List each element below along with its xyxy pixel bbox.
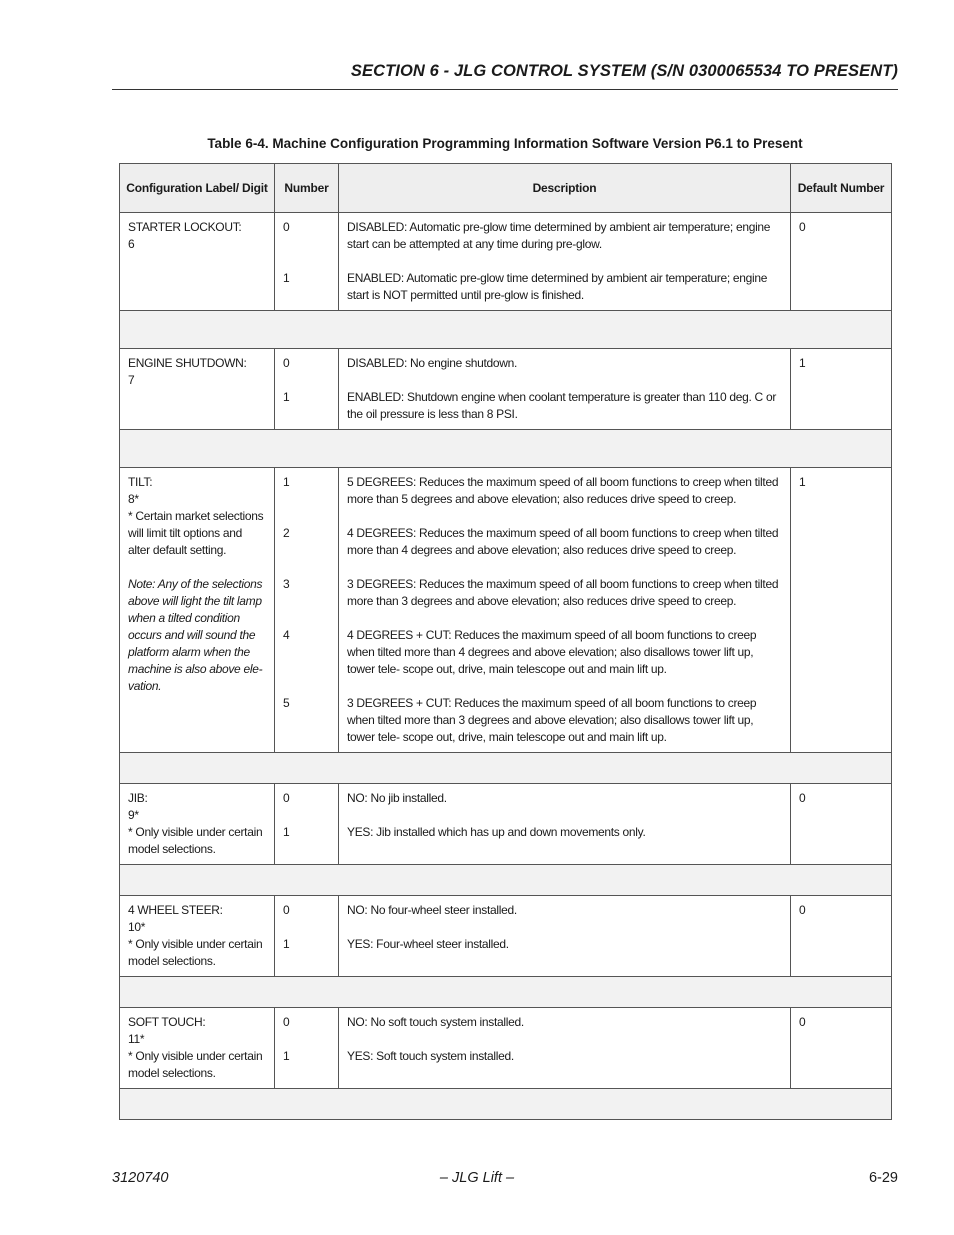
option-description: 3 DEGREES + CUT: Reduces the maximum speed of all boom functions to creep when tilted more than 3 degrees and above elevation; also disallows tower lift up, tower tele- scope out, drive, main telescope out and main lift up.: [347, 696, 757, 744]
config-footnote: * Only visible under certain model selections.: [128, 825, 263, 856]
option-description: NO: No jib installed.: [347, 791, 447, 805]
table-row: [120, 784, 892, 865]
footer-brand: – JLG Lift –: [439, 1170, 515, 1186]
column-header-label: Configuration Label/ Digit: [120, 164, 275, 213]
default-number: 0: [799, 220, 806, 234]
table-row: [120, 896, 892, 977]
option-description: 3 DEGREES: Reduces the maximum speed of all boom functions to creep when tilted more than 3 degrees and above elevation; also reduces drive speed to creep.: [347, 577, 779, 608]
config-label: JIB:: [128, 791, 148, 805]
option-description-cell: [339, 213, 791, 311]
option-number-cell: [275, 468, 339, 753]
footer-page-number: 6-29: [868, 1170, 898, 1186]
config-digit: 6: [128, 237, 135, 251]
default-number: 0: [799, 1015, 806, 1029]
config-digit: 8*: [128, 492, 139, 506]
header-rule: [112, 89, 898, 90]
option-description: NO: No soft touch system installed.: [347, 1015, 524, 1029]
default-number-cell: [791, 468, 892, 753]
column-header-default: Default Number: [791, 164, 892, 213]
option-description-cell: [339, 349, 791, 430]
option-number: 2: [283, 526, 290, 540]
option-number: 1: [283, 1049, 290, 1063]
config-label-cell: [120, 349, 275, 430]
option-description: 4 DEGREES: Reduces the maximum speed of all boom functions to creep when tilted more than 4 degrees and above elevation; also reduces drive speed to creep.: [347, 526, 779, 557]
column-header-description: Description: [339, 164, 791, 213]
spacer-cell: [120, 430, 892, 468]
table-row: [120, 1008, 892, 1089]
option-number: 4: [283, 628, 290, 642]
table-row: [120, 213, 892, 311]
option-number: 0: [283, 903, 290, 917]
config-label-cell: [120, 896, 275, 977]
default-number: 0: [799, 791, 806, 805]
config-label-cell: [120, 1008, 275, 1089]
spacer-cell: [120, 1089, 892, 1120]
spacer-cell: [120, 753, 892, 784]
option-number: 1: [283, 390, 290, 404]
config-label-cell: [120, 784, 275, 865]
default-number-cell: [791, 1008, 892, 1089]
option-description: DISABLED: Automatic pre-glow time determined by ambient air temperature; engine start can be attempted at any time during pre-glow.: [347, 220, 771, 251]
config-label: STARTER LOCKOUT:: [128, 220, 242, 234]
configuration-table: [119, 163, 892, 1120]
config-footnote: * Only visible under certain model selections.: [128, 937, 263, 968]
option-description: ENABLED: Automatic pre-glow time determined by ambient air temperature; engine start is NOT permitted until pre-glow is finished.: [347, 271, 768, 302]
option-number: 1: [283, 271, 290, 285]
option-number-cell: [275, 1008, 339, 1089]
table-caption: Table 6-4. Machine Configuration Programming Information Software Version P6.1 to Present: [207, 136, 803, 151]
spacer-row: [120, 977, 892, 1008]
default-number: 1: [799, 356, 806, 370]
table-row: [120, 349, 892, 430]
config-digit: 9*: [128, 808, 139, 822]
option-description: 5 DEGREES: Reduces the maximum speed of all boom functions to creep when tilted more than 5 degrees and above elevation; also reduces drive speed to creep.: [347, 475, 779, 506]
spacer-row: [120, 1089, 892, 1120]
option-description: YES: Four-wheel steer installed.: [347, 937, 509, 951]
spacer-cell: [120, 311, 892, 349]
option-number: 0: [283, 220, 290, 234]
option-description: NO: No four-wheel steer installed.: [347, 903, 517, 917]
option-number: 3: [283, 577, 290, 591]
table-header-row: [120, 164, 892, 213]
option-number-cell: [275, 784, 339, 865]
spacer-row: [120, 865, 892, 896]
option-description-cell: [339, 896, 791, 977]
config-digit: 7: [128, 373, 135, 387]
option-number: 0: [283, 791, 290, 805]
table-row: [120, 468, 892, 753]
option-description: YES: Jib installed which has up and down movements only.: [347, 825, 646, 839]
spacer-row: [120, 430, 892, 468]
option-number-cell: [275, 349, 339, 430]
config-footnote: * Certain market selections will limit tilt options and alter default setting.: [128, 509, 264, 557]
option-description-cell: [339, 1008, 791, 1089]
option-description-cell: [339, 468, 791, 753]
config-label: SOFT TOUCH:: [128, 1015, 206, 1029]
option-description: DISABLED: No engine shutdown.: [347, 356, 518, 370]
spacer-cell: [120, 865, 892, 896]
option-number-cell: [275, 213, 339, 311]
config-italic-note: Note: Any of the selections above will light the tilt lamp when a tilted condition occurs and will sound the platform alarm when the machine is also above ele- vation.: [128, 577, 263, 693]
default-number-cell: [791, 349, 892, 430]
footer-doc-number: 3120740: [112, 1170, 169, 1186]
spacer-row: [120, 311, 892, 349]
option-number: 5: [283, 696, 290, 710]
config-digit: 11*: [128, 1032, 145, 1046]
option-number: 0: [283, 1015, 290, 1029]
default-number: 0: [799, 903, 806, 917]
config-label: 4 WHEEL STEER:: [128, 903, 223, 917]
option-number: 0: [283, 356, 290, 370]
option-description: YES: Soft touch system installed.: [347, 1049, 514, 1063]
option-number: 1: [283, 937, 290, 951]
option-description: ENABLED: Shutdown engine when coolant temperature is greater than 110 deg. C or the oil pressure is less than 8 PSI.: [347, 390, 777, 421]
table-body: [120, 213, 892, 1120]
default-number-cell: [791, 784, 892, 865]
default-number-cell: [791, 213, 892, 311]
section-header: SECTION 6 - JLG CONTROL SYSTEM (S/N 0300065534 TO PRESENT): [350, 62, 898, 80]
spacer-cell: [120, 977, 892, 1008]
config-footnote: * Only visible under certain model selections.: [128, 1049, 263, 1080]
default-number: 1: [799, 475, 806, 489]
option-number-cell: [275, 896, 339, 977]
default-number-cell: [791, 896, 892, 977]
option-description: 4 DEGREES + CUT: Reduces the maximum speed of all boom functions to creep when tilted more than 4 degrees and above elevation; also disallows tower lift up, tower tele- scope out, drive, main telescope out and main lift up.: [347, 628, 757, 676]
config-label: TILT:: [128, 475, 153, 489]
column-header-number: Number: [275, 164, 339, 213]
option-number: 1: [283, 825, 290, 839]
config-label-cell: [120, 213, 275, 311]
spacer-row: [120, 753, 892, 784]
option-description-cell: [339, 784, 791, 865]
config-label: ENGINE SHUTDOWN:: [128, 356, 247, 370]
config-label-cell: [120, 468, 275, 753]
option-number: 1: [283, 475, 290, 489]
config-digit: 10*: [128, 920, 146, 934]
